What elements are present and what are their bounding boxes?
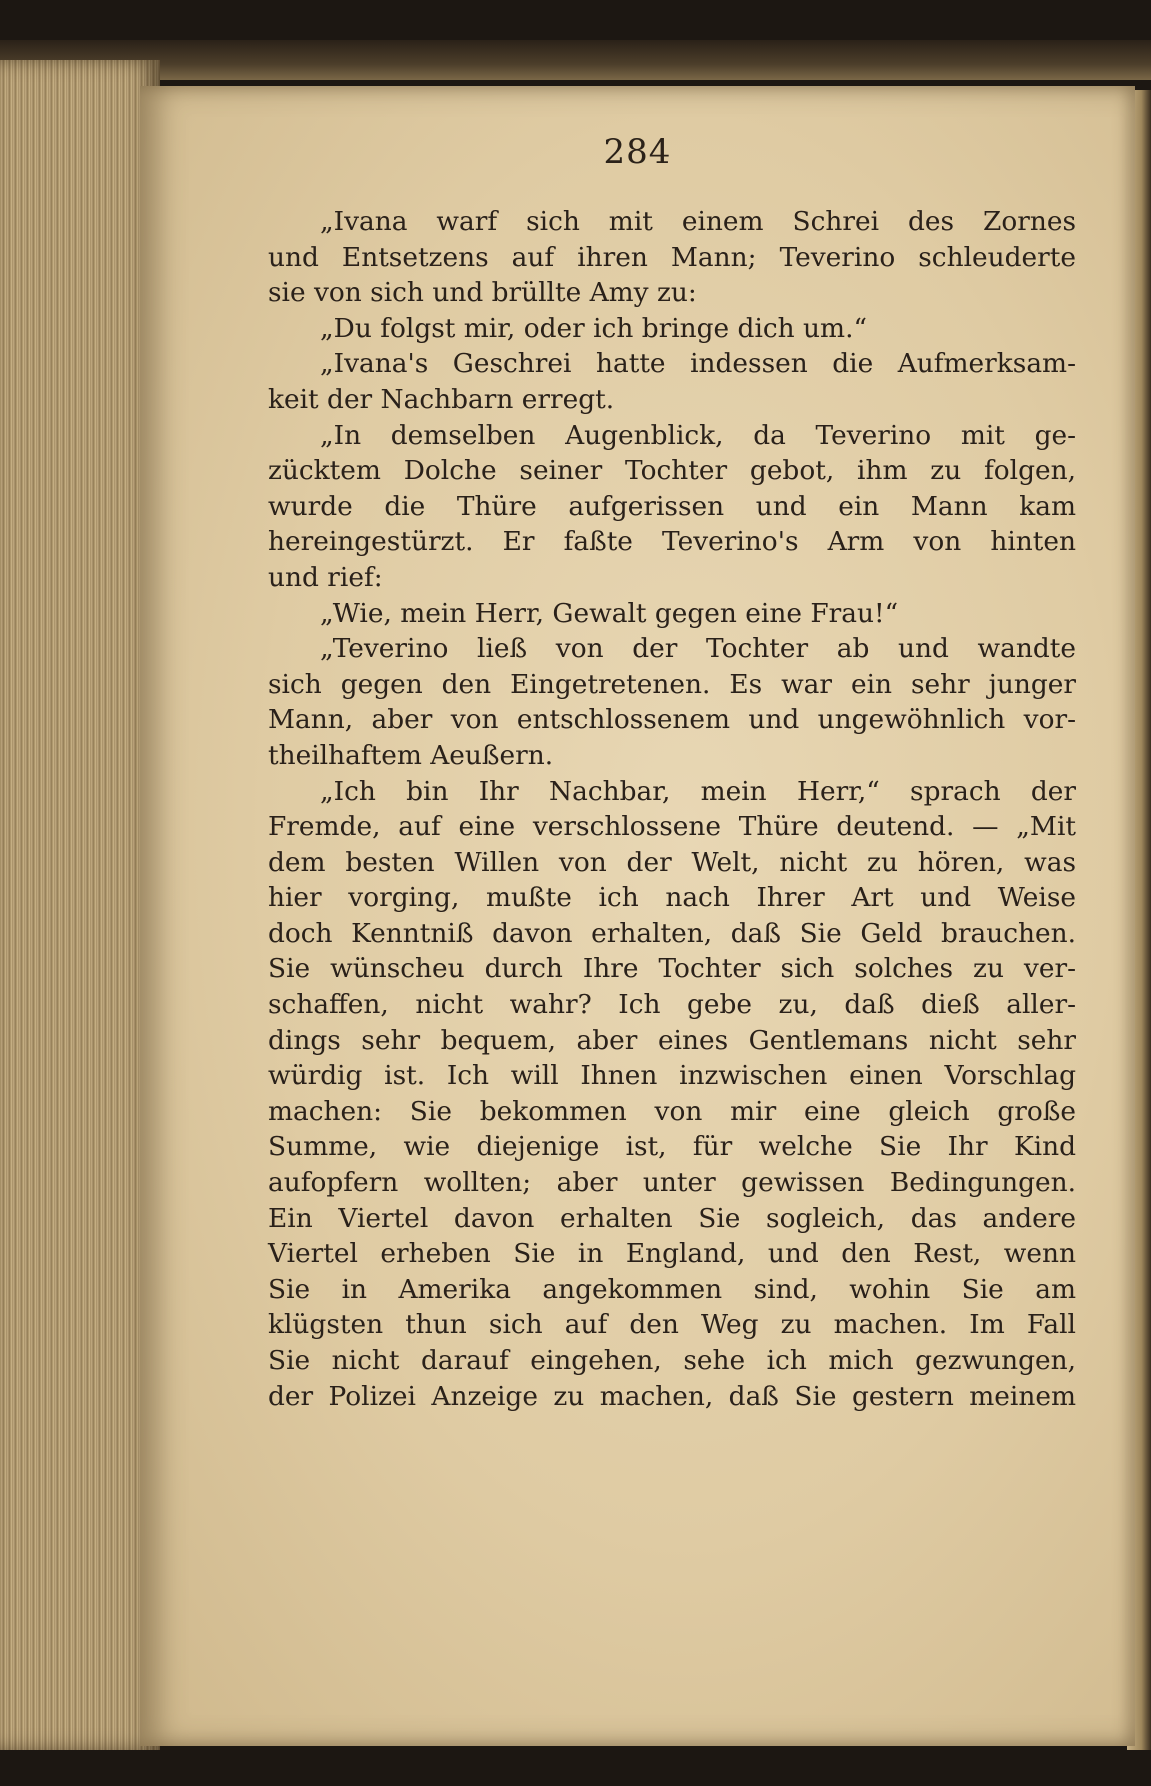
text-line: „Ivana's Geschrei hatte indessen die Aufmerksam-: [320, 348, 1076, 380]
text-line: doch Kenntniß davon erhalten, daß Sie Geld brauchen.: [268, 917, 1076, 949]
text-line: dem besten Willen von der Welt, nicht zu hören, was: [268, 846, 1076, 878]
text-line: und Entsetzens auf ihren Mann; Teverino schleuderte: [268, 241, 1076, 273]
text-line: „Teverino ließ von der Tochter ab und wandte: [320, 633, 1076, 665]
text-line: Sie nicht darauf eingehen, sehe ich mich gezwungen,: [268, 1345, 1076, 1376]
text-line: hereingestürzt. Er faßte Teverino's Arm von hinten: [268, 526, 1076, 558]
text-line: Sie wünscheu durch Ihre Tochter sich solches zu ver-: [268, 953, 1076, 985]
text-line: sie von sich und brüllte Amy zu:: [268, 277, 697, 309]
book-top-edge: [0, 40, 1151, 80]
page-number: 284: [603, 132, 672, 172]
text-line: aufopfern wollten; aber unter gewissen Bedingungen.: [268, 1167, 1076, 1199]
text-line: theilhaftem Aeußern.: [268, 739, 554, 771]
text-line: hier vorging, mußte ich nach Ihrer Art und Weise: [268, 882, 1076, 914]
text-line: machen: Sie bekommen von mir eine gleich große: [268, 1095, 1076, 1127]
text-line: „Ivana warf sich mit einem Schrei des Zornes: [320, 206, 1076, 237]
text-line: „In demselben Augenblick, da Teverino mit ge-: [320, 419, 1076, 451]
text-line: Ein Viertel davon erhalten Sie sogleich, das andere: [268, 1202, 1076, 1234]
book-page: [140, 86, 1135, 1746]
page-fore-edge: [0, 60, 160, 1750]
text-line: Summe, wie diejenige ist, für welche Sie Ihr Kind: [268, 1131, 1076, 1163]
text-line: sich gegen den Eingetretenen. Es war ein sehr junger: [268, 668, 1076, 700]
text-line: dings sehr bequem, aber eines Gentlemans nicht sehr: [268, 1024, 1076, 1056]
text-line: der Polizei Anzeige zu machen, daß Sie gestern meinem: [268, 1380, 1076, 1412]
text-line: Sie in Amerika angekommen sind, wohin Sie am: [268, 1273, 1076, 1305]
text-line: zücktem Dolche seiner Tochter gebot, ihm zu folgen,: [268, 455, 1076, 487]
text-line: „Du folgst mir, oder ich bringe dich um.“: [320, 312, 867, 344]
text-line: und rief:: [268, 561, 383, 593]
page-text: [268, 204, 1076, 1414]
text-line: schaffen, nicht wahr? Ich gebe zu, daß dieß aller-: [268, 989, 1076, 1021]
text-line: Fremde, auf eine verschlossene Thüre deutend. — „Mit: [268, 811, 1076, 843]
text-line: wurde die Thüre aufgerissen und ein Mann kam: [268, 490, 1076, 522]
text-line: Mann, aber von entschlossenem und ungewöhnlich vor-: [268, 704, 1076, 736]
text-line: Viertel erheben Sie in England, und den Rest, wenn: [268, 1238, 1076, 1270]
text-line: „Ich bin Ihr Nachbar, mein Herr,“ sprach der: [320, 775, 1076, 807]
text-line: würdig ist. Ich will Ihnen inzwischen einen Vorschlag: [268, 1060, 1076, 1092]
text-line: keit der Nachbarn erregt.: [268, 383, 615, 415]
text-line: klügsten thun sich auf den Weg zu machen. Im Fall: [268, 1309, 1076, 1341]
text-line: „Wie, mein Herr, Gewalt gegen eine Frau!“: [320, 597, 899, 629]
